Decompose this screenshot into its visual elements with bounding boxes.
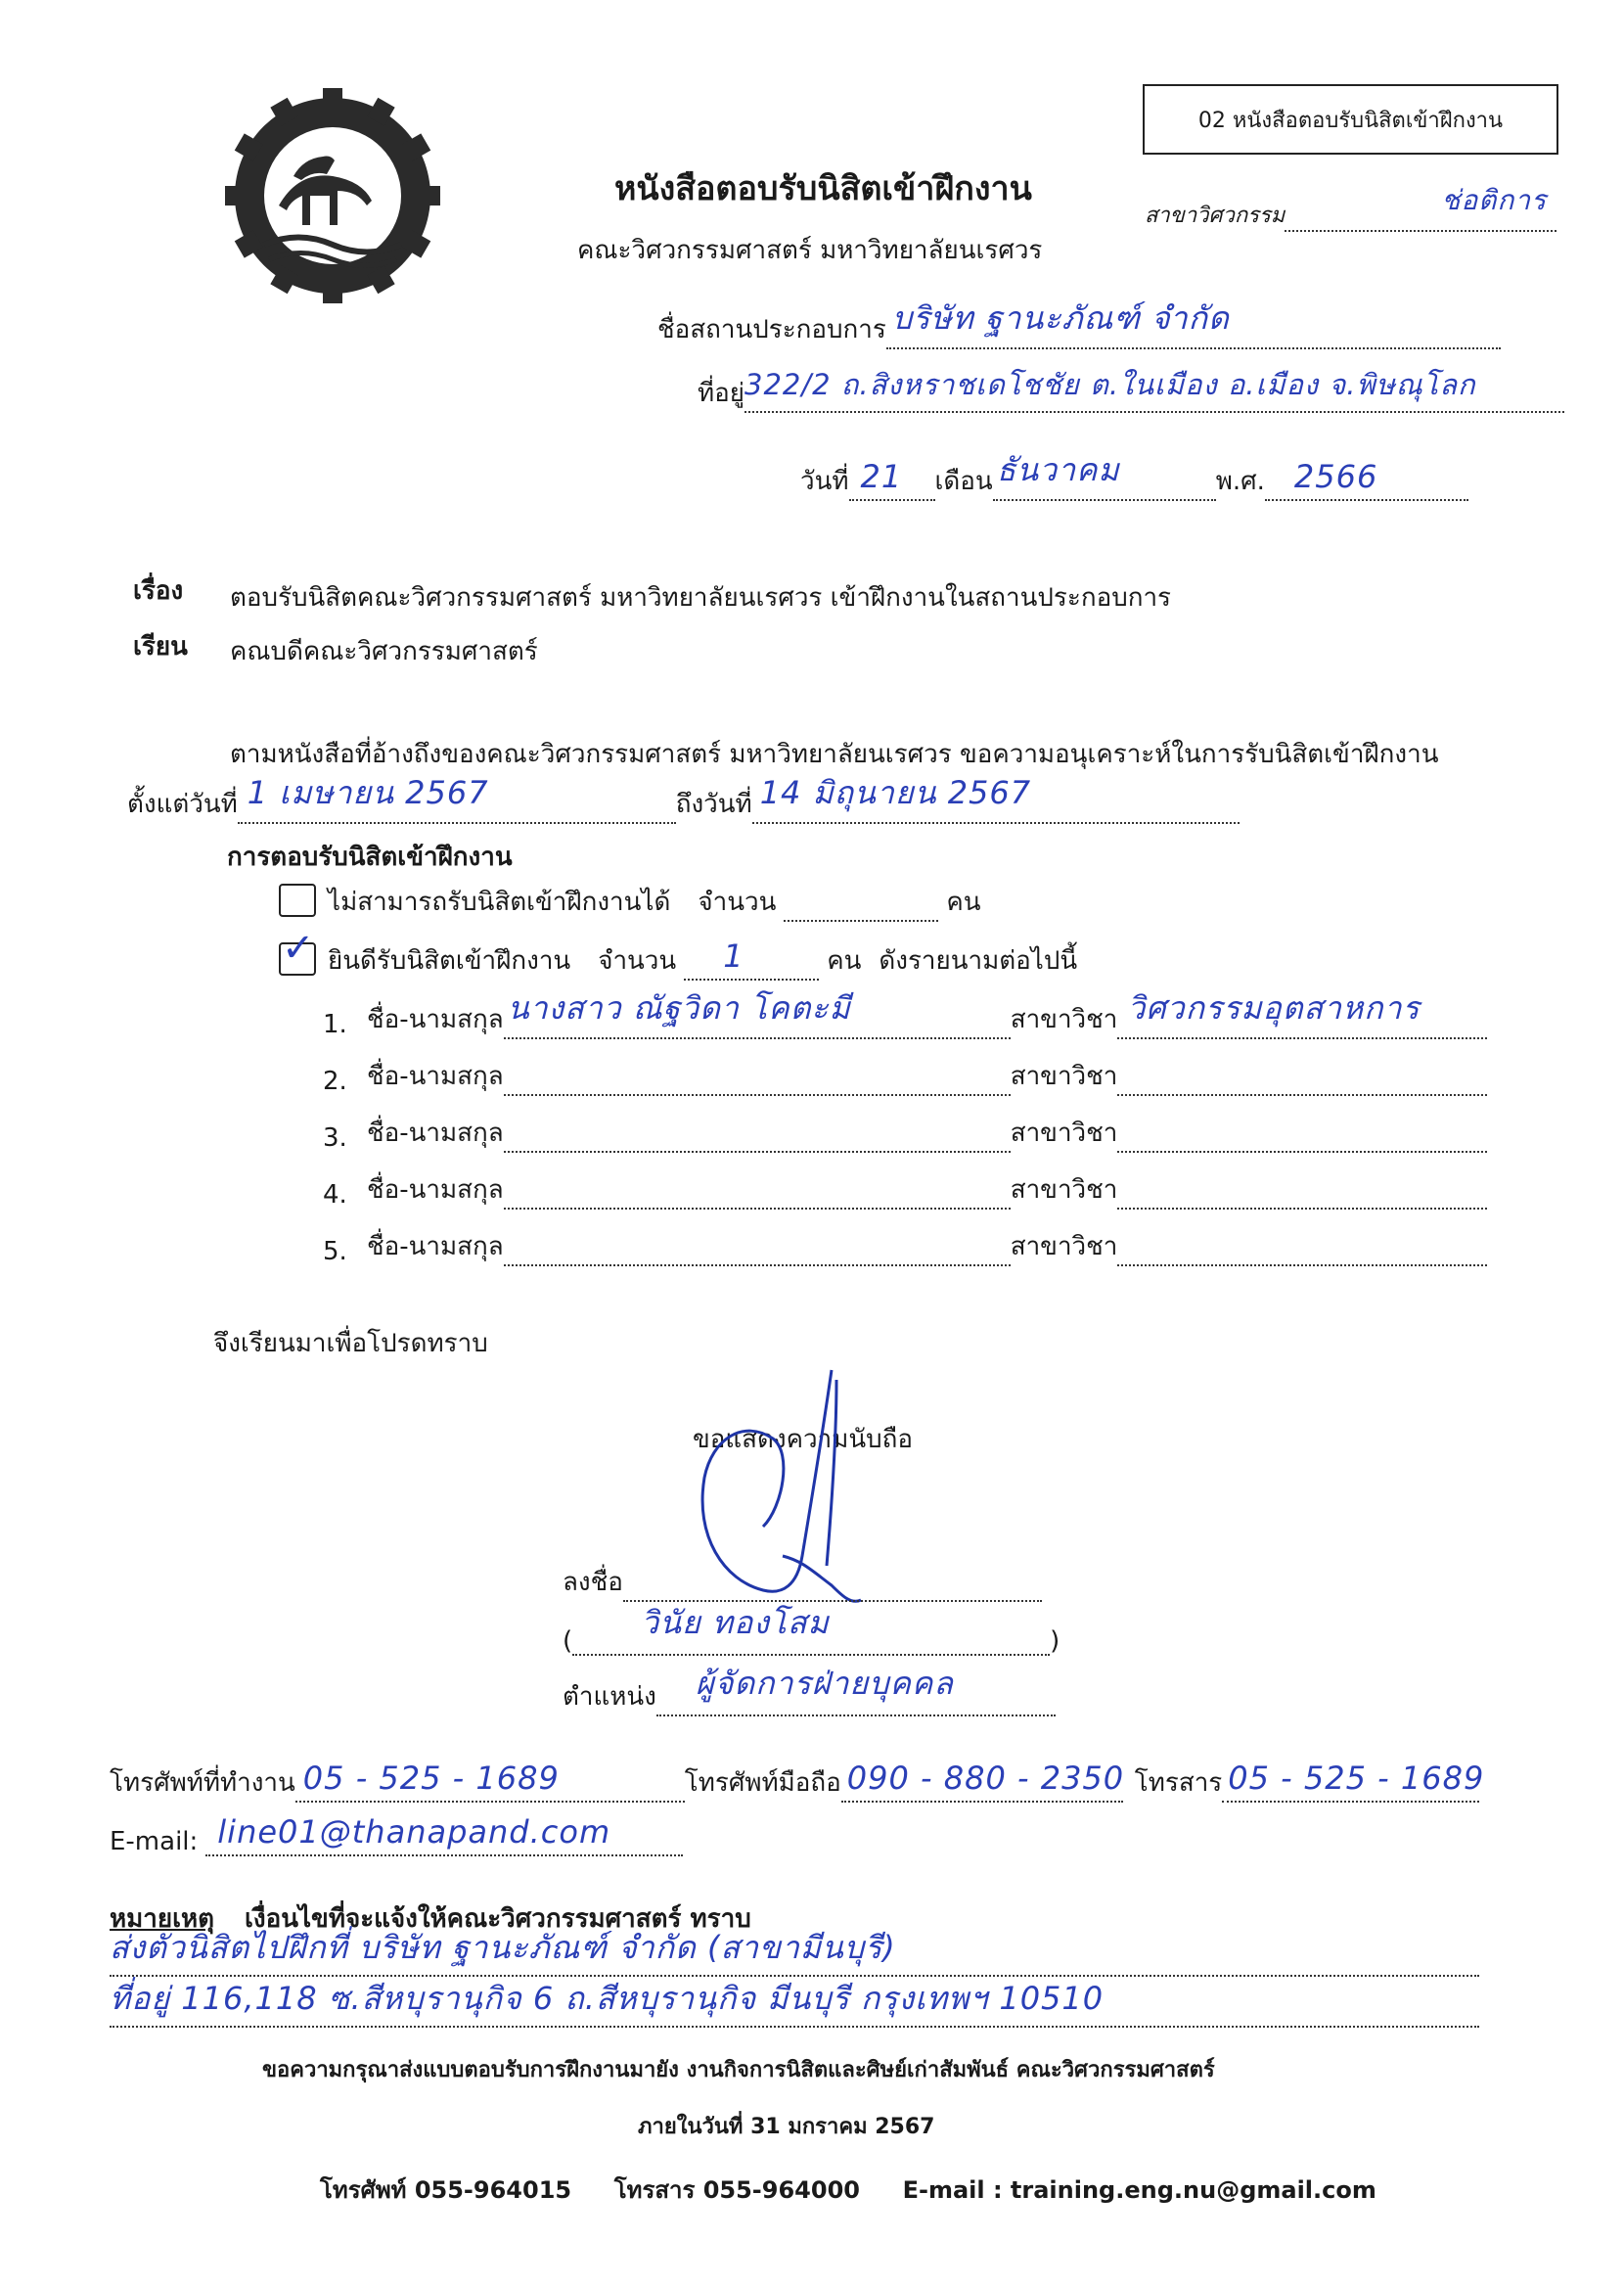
year-line — [1265, 460, 1468, 501]
footer-line-2: ภายในวันที่ 31 มกราคม 2567 — [638, 2115, 935, 2139]
date-value: 21 — [860, 458, 903, 495]
date-line — [849, 460, 935, 501]
accept-option — [328, 939, 1077, 981]
section-title: การตอบรับนิสิตเข้าฝึกงาน — [227, 843, 513, 872]
student-name-label: ชื่อ-นามสกุล — [367, 1119, 504, 1148]
to-value: 14 มิถุนายน 2567 — [759, 774, 1032, 811]
student-name-line — [504, 1168, 1011, 1210]
student-name-label: ชื่อ-นามสกุล — [367, 1175, 504, 1205]
student-name-line — [504, 1055, 1011, 1096]
to-line — [752, 774, 1240, 824]
decline-option — [328, 881, 981, 922]
signer-name-value: วินัย ทองโสม — [641, 1604, 830, 1641]
branch-value: ช่อติการ — [1441, 184, 1548, 216]
note-text: เงื่อนไขที่จะแจ้งให้คณะวิศวกรรมศาสตร์ ทราบ — [245, 1904, 751, 1934]
student-row — [323, 1055, 1487, 1096]
student-major-label: สาขาวิชา — [1010, 1119, 1118, 1148]
from-value: 1 เมษายน 2567 — [247, 774, 489, 811]
footer-fax: โทรสาร 055-964000 — [613, 2176, 860, 2204]
footer-line-1: ขอความกรุณาส่งแบบตอบรับการฝึกงานมายัง งานกิจการนิสิตและศิษย์เก่าสัมพันธ์ คณะวิศวกรรมศาสตร์ — [262, 2058, 1215, 2082]
sign-label: ลงชื่อ — [563, 1568, 623, 1597]
year-label: พ.ศ. — [1215, 467, 1265, 496]
recipient-text: คณบดีคณะวิศวกรรมศาสตร์ — [230, 637, 538, 666]
mobile-line — [841, 1761, 1123, 1803]
email-line — [205, 1815, 683, 1856]
month-value: ธันวาคม — [996, 451, 1120, 488]
accept-checkmark: ✓ — [282, 926, 316, 971]
closing-text: จึงเรียนมาเพื่อโปรดทราบ — [213, 1329, 488, 1358]
from-line — [238, 774, 676, 824]
sign-line — [623, 1561, 1042, 1602]
student-row — [323, 1225, 1487, 1266]
regards-text: ขอแสดงความนับถือ — [693, 1425, 913, 1454]
company-address-value: 322/2 ถ.สิงหราชเดโชชัย ต.ในเมือง อ.เมือง จ.พิษณุโลก — [744, 368, 1476, 401]
mobile-value: 090 - 880 - 2350 — [846, 1760, 1125, 1797]
page-title: หนังสือตอบรับนิสิตเข้าฝึกงาน — [614, 169, 1032, 208]
signer-name-field — [563, 1604, 1060, 1656]
branch-value-line — [1285, 184, 1556, 232]
decline-text: ไม่สามารถรับนิสิตเข้าฝึกงานได้ — [328, 888, 671, 917]
student-name-label: ชื่อ-นามสกุล — [367, 1062, 504, 1091]
student-row — [323, 1112, 1487, 1153]
student-name-line — [504, 989, 1011, 1039]
student-major-line — [1117, 1055, 1487, 1096]
student-major-label: สาขาวิชา — [1010, 1062, 1118, 1091]
student-name-line — [504, 1112, 1011, 1153]
form-code: 02 หนังสือตอบรับนิสิตเข้าฝึกงาน — [1197, 108, 1504, 133]
form-code-box — [1143, 84, 1558, 155]
position-line — [656, 1665, 1056, 1716]
student-major-label: สาขาวิชา — [1010, 1175, 1118, 1205]
email-row — [110, 1815, 683, 1856]
mobile-label: โทรศัพท์มือถือ — [684, 1768, 841, 1798]
student-major-label: สาขาวิชา — [1010, 1232, 1118, 1261]
branch-label: สาขาวิศวกรรม — [1145, 204, 1286, 228]
position-field — [563, 1665, 1056, 1716]
student-major-value: วิศวกรรมอุตสาหการ — [1127, 989, 1421, 1027]
fax-line — [1222, 1760, 1485, 1803]
note-line-2 — [110, 1980, 1479, 2028]
fax-value: 05 - 525 - 1689 — [1228, 1760, 1485, 1797]
student-major-line — [1117, 1168, 1487, 1210]
accept-count-value: 1 — [723, 937, 744, 975]
footer-phone: โทรศัพท์ 055-964015 — [320, 2176, 572, 2204]
student-num: 5. — [323, 1237, 347, 1266]
company-address-label: ที่อยู่ — [698, 379, 744, 408]
student-major-line — [1117, 989, 1487, 1039]
fax-label: โทรสาร — [1134, 1768, 1223, 1798]
decline-count-line — [784, 881, 938, 922]
date-field — [800, 451, 1468, 501]
office-phone-label: โทรศัพท์ที่ทำงาน — [110, 1768, 295, 1798]
position-value: ผู้จัดการฝ่ายบุคคล — [695, 1665, 954, 1702]
accept-text: ยินดีรับนิสิตเข้าฝึกงาน — [328, 946, 571, 976]
email-label: E-mail: — [110, 1827, 199, 1856]
accept-count-line — [684, 939, 819, 981]
email-value: line01@thanapand.com — [217, 1813, 611, 1851]
student-name-label: ชื่อ-นามสกุล — [367, 1005, 504, 1034]
month-label: เดือน — [934, 467, 993, 496]
student-major-label: สาขาวิชา — [1010, 1005, 1118, 1034]
company-name-field — [657, 299, 1501, 349]
from-label: ตั้งแต่วันที่ — [127, 790, 238, 819]
note-line-1-text: ส่งตัวนิสิตไปฝึกที่ บริษัท ฐานะภัณฑ์ จำกัด (สาขามีนบุรี) — [110, 1929, 896, 1966]
decline-count-label: จำนวน — [698, 888, 777, 917]
student-row — [323, 989, 1487, 1039]
year-value: 2566 — [1293, 458, 1378, 495]
student-num: 3. — [323, 1123, 347, 1153]
footer-email: E-mail : training.eng.nu@gmail.com — [902, 2176, 1376, 2204]
student-major-line — [1117, 1225, 1487, 1266]
company-name-line — [886, 299, 1501, 349]
note-label: หมายเหตุ — [110, 1904, 215, 1934]
branch-field — [1145, 184, 1556, 232]
student-major-line — [1117, 1112, 1487, 1153]
company-name-label: ชื่อสถานประกอบการ — [657, 315, 886, 344]
faculty-seal-logo — [225, 88, 440, 303]
period-field — [127, 774, 1240, 824]
note-line-2-text: ที่อยู่ 116,118 ซ.สีหบุรานุกิจ 6 ถ.สีหบุรานุกิจ มีนบุรี กรุงเทพฯ 10510 — [110, 1980, 1105, 2017]
signer-name-close: ) — [1050, 1626, 1060, 1656]
student-num: 2. — [323, 1067, 347, 1096]
subject-text: ตอบรับนิสิตคณะวิศวกรรมศาสตร์ มหาวิทยาลัยนเรศวร เข้าฝึกงานในสถานประกอบการ — [230, 583, 1172, 613]
student-name-value: นางสาว ณัฐวิดา โคตะมี — [507, 989, 851, 1027]
student-row — [323, 1168, 1487, 1210]
decline-checkbox[interactable] — [279, 884, 316, 917]
accept-suffix: ดังรายนามต่อไปนี้ — [879, 946, 1078, 976]
body-paragraph: ตามหนังสือที่อ้างถึงของคณะวิศวกรรมศาสตร์ มหาวิทยาลัยนเรศวร ขอความอนุเคราะห์ในการรับนิสิตเข้าฝึกงาน — [230, 740, 1439, 769]
student-name-line — [504, 1225, 1011, 1266]
student-num: 1. — [323, 1010, 347, 1039]
date-label: วันที่ — [800, 467, 849, 496]
student-name-label: ชื่อ-นามสกุล — [367, 1232, 504, 1261]
subject-label: เรื่อง — [133, 576, 184, 606]
company-address-field — [698, 368, 1564, 413]
footer-contact — [320, 2171, 1376, 2209]
faculty-name: คณะวิศวกรรมศาสตร์ มหาวิทยาลัยนเรศวร — [577, 236, 1043, 265]
decline-unit: คน — [946, 888, 981, 917]
month-line — [993, 451, 1216, 501]
signer-name-open: ( — [563, 1626, 573, 1656]
student-num: 4. — [323, 1180, 347, 1210]
recipient-label: เรียน — [133, 632, 188, 662]
position-label: ตำแหน่ง — [563, 1682, 656, 1712]
company-name-value: บริษัท ฐานะภัณฑ์ จำกัด — [891, 299, 1230, 337]
office-phone-line — [295, 1761, 685, 1803]
company-address-line — [744, 368, 1564, 413]
sign-field — [563, 1561, 1042, 1602]
accept-count-label: จำนวน — [598, 946, 677, 976]
to-label: ถึงวันที่ — [675, 790, 752, 819]
office-phone-value: 05 - 525 - 1689 — [302, 1760, 560, 1797]
accept-unit: คน — [827, 946, 862, 976]
signer-name-line — [572, 1604, 1050, 1656]
note-line-1 — [110, 1929, 1479, 1977]
phone-row — [110, 1760, 1485, 1803]
